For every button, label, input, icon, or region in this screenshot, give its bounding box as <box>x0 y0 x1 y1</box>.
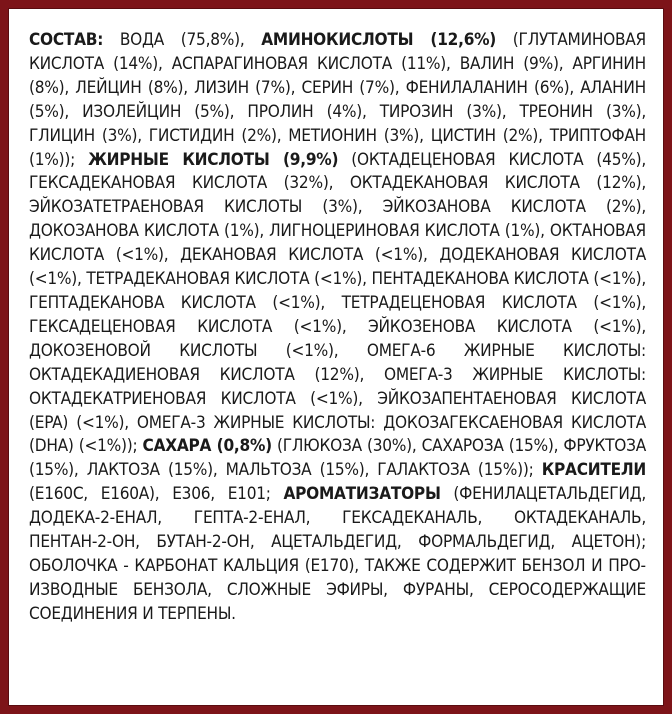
ingredient-list-text: ВОДА (75,8%), <box>103 30 262 50</box>
ingredient-list-text: (ФЕНИЛАЦЕТАЛЬДЕГИД, ДОДЕКА-2-ЕНАЛ, ГЕПТА-2-ЕНАЛ, ГЕКСАДЕКАНАЛЬ, ОКТАДЕКАНАЛЬ, ПЕНТАН-2-ОН, БУТАН-2-ОН, АЦЕТАЛЬДЕГИД, ФОРМАЛЬДЕГИД, АЦЕТОН); ОБОЛОЧКА - КАРБОНАТ КАЛЬЦИЯ (E170), ТАКЖЕ СОДЕРЖИТ БЕНЗОЛ И ПРОИЗВОДНЫЕ БЕНЗОЛА, СЛОЖНЫЕ ЭФИРЫ, ФУРАНЫ, СЕРОСОДЕРЖАЩИЕ СОЕДИНЕНИЯ И ТЕРПЕНЫ. <box>29 484 646 624</box>
ingredient-list-text: (E160C, E160A), E306, E101; <box>29 484 284 505</box>
ingredient-list-text: (ОКТАДЕЦЕНОВАЯ КИСЛОТА (45%), ГЕКСАДЕКАНОВАЯ КИСЛОТА (32%), ОКТАДЕКАНОВАЯ КИСЛОТА (12%), ЭЙКОЗАТЕТРАЕНОВАЯ КИСЛОТЫ (3%), ЭЙКОЗАНОВА КИСЛОТА (2%), ДОКОЗАНОВА КИСЛОТА (1%), ЛИГНОЦЕРИНОВАЯ КИСЛОТА (1%), ОКТАНОВАЯ КИСЛОТА (<1%), ДЕКАНОВАЯ КИСЛОТА (<1%), ДОДЕКАНОВАЯ КИСЛОТА (<1%), ТЕТРАДЕКАНОВАЯ КИСЛОТА (<1%), ПЕНТАДЕКАНОВА КИСЛОТА (<1%), ГЕПТАДЕКАНОВА КИСЛОТА (<1%), ТЕТРАДЕЦЕНОВАЯ КИСЛОТА (<1%), ГЕКСАДЕЦЕНОВАЯ КИСЛОТА (<1%), ЭЙКОЗЕНОВА КИСЛОТА (<1%), ДОКОЗЕНОВОЙ КИСЛОТЫ (<1%), ОМЕГА-6 ЖИРНЫЕ КИСЛОТЫ: ОКТАДЕКАДИЕНОВАЯ КИСЛОТА (12%), ОМЕГА-3 ЖИРНЫЕ КИСЛОТЫ: ОКТАДЕКАТРИЕНОВАЯ КИСЛОТА (<1%), ЭЙКОЗАПЕНТАЕНОВАЯ КИСЛОТА (EPA) (<1%), ОМЕГА-3 ЖИРНЫЕ КИСЛОТЫ: ДОКОЗАГЕКСАЕНОВАЯ КИСЛОТА (DHA) (<1%)); <box>29 149 646 457</box>
ingredient-group-heading: САХАРА (0,8%) <box>142 436 272 457</box>
ingredient-group-heading: КРАСИТЕЛИ <box>541 460 646 481</box>
ingredients-card <box>8 8 664 706</box>
ingredient-list-text: (ГЛЮКОЗА (30%), САХАРОЗА (15%), ФРУКТОЗА (15%), ЛАКТОЗА (15%), МАЛЬТОЗА (15%), ГАЛАКТОЗА (15%)); <box>29 436 646 481</box>
ingredient-group-heading: СОСТАВ: <box>29 30 104 50</box>
ingredient-group-heading: АРОМАТИЗАТОРЫ <box>283 484 441 505</box>
ingredient-group-heading: ЖИРНЫЕ КИСЛОТЫ (9,9%) <box>88 149 339 170</box>
ingredient-list-text: (ГЛУТАМИНОВАЯ КИСЛОТА (14%), АСПАРАГИНОВАЯ КИСЛОТА (11%), ВАЛИН (9%), АРГИНИН (8%), ЛЕЙЦИН (8%), ЛИЗИН (7%), СЕРИН (7%), ФЕНИЛАЛАНИН (6%), АЛАНИН (5%), ИЗОЛЕЙЦИН (5%), ПРОЛИН (4%), ТИРОЗИН (3%), ТРЕОНИН (3%), ГЛИЦИН (3%), ГИСТИДИН (2%), МЕТИОНИН (3%), ЦИСТИН (2%), ТРИПТОФАН (1%)); <box>29 30 646 170</box>
ingredient-group-heading: АМИНОКИСЛОТЫ (12,6%) <box>261 30 497 50</box>
ingredients-text <box>29 29 646 627</box>
